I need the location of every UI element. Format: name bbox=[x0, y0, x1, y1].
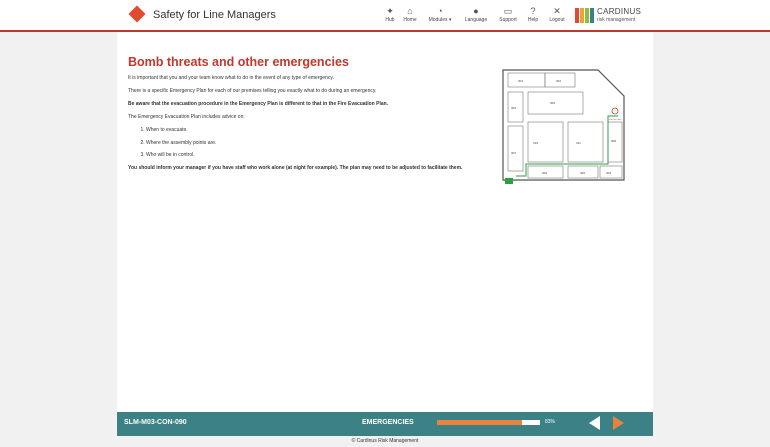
list-item: 1. When to evacuate. bbox=[146, 127, 473, 133]
advice-list bbox=[128, 127, 473, 158]
page-code: SLM-M03-CON-090 bbox=[124, 419, 187, 426]
close-icon: ✕ bbox=[553, 6, 561, 16]
copyright: © Cardinus Risk Management bbox=[351, 438, 419, 444]
brand-name: CARDINUS bbox=[597, 7, 642, 16]
nav-label: Hub bbox=[385, 17, 395, 23]
section-title: EMERGENCIES bbox=[362, 419, 414, 426]
page-title: Bomb threats and other emergencies bbox=[128, 55, 349, 69]
list-item: 2. Where the assembly points are. bbox=[146, 140, 473, 146]
list-item: 3. Who will be in control. bbox=[146, 152, 473, 158]
next-arrow-icon[interactable] bbox=[613, 416, 624, 430]
footer-bar bbox=[117, 412, 653, 436]
room-label: 304 bbox=[606, 171, 612, 175]
nav-modules[interactable] bbox=[425, 6, 455, 24]
you-are-here-marker bbox=[609, 108, 622, 121]
room-label: 310 bbox=[533, 141, 539, 145]
paragraph: The Emergency Evacuation Plan includes advice on: bbox=[128, 114, 245, 120]
nav-language[interactable] bbox=[461, 6, 491, 24]
app-title: Safety for Line Managers bbox=[153, 9, 276, 21]
paragraph: There is a specific Emergency Plan for each of our premises telling you exactly what to do during an emergency. bbox=[128, 88, 377, 94]
room-label: 306 bbox=[550, 101, 556, 105]
globe-icon: ● bbox=[473, 6, 479, 16]
room-label: 307 bbox=[511, 151, 517, 155]
warning-paragraph: Be aware that the evacuation procedure in the Emergency Plan is different to that in the Fire Evacuation Plan. bbox=[128, 101, 389, 107]
paragraph: It is important that you and your team know what to do in the event of any type of emergency. bbox=[128, 75, 334, 81]
app-logo-icon bbox=[129, 6, 146, 23]
previous-arrow-icon[interactable] bbox=[589, 416, 600, 430]
brand-subtitle: risk management bbox=[597, 17, 636, 23]
marker-label: You are here bbox=[609, 119, 622, 121]
nav-label: Language bbox=[464, 17, 488, 23]
brand-logo bbox=[575, 6, 650, 26]
nav-label: Home bbox=[403, 17, 417, 23]
progress-fill bbox=[437, 420, 522, 425]
nav-label: Modules ▾ bbox=[428, 17, 452, 23]
nav-label: Support bbox=[499, 17, 517, 23]
nav-logout[interactable] bbox=[542, 6, 572, 24]
room-label: 305 bbox=[580, 171, 586, 175]
nav-label: Logout bbox=[549, 17, 565, 23]
room-label: 309 bbox=[542, 171, 548, 175]
room-label: 311 bbox=[576, 141, 581, 145]
top-bar bbox=[0, 0, 770, 32]
modules-icon: ◔ bbox=[437, 6, 443, 16]
progress-bar bbox=[437, 420, 540, 425]
progress-percent: 83% bbox=[545, 419, 556, 425]
help-icon: ? bbox=[530, 6, 536, 16]
nav-label: Help bbox=[527, 17, 539, 23]
room-label: 302 bbox=[556, 79, 562, 83]
room-label: 301 bbox=[518, 79, 524, 83]
evacuation-floor-plan bbox=[498, 56, 633, 188]
assembly-point-icon bbox=[505, 178, 513, 184]
chat-icon: ▭ bbox=[503, 6, 513, 16]
room-label: 303 bbox=[511, 106, 517, 110]
room-label: 308 bbox=[611, 139, 617, 143]
content-panel bbox=[117, 32, 653, 412]
home-icon: ⌂ bbox=[407, 6, 413, 16]
lone-worker-paragraph: You should inform your manager if you have staff who work alone (at night for example). The plan may need to be adjusted to facilitate them. bbox=[128, 164, 463, 171]
nav-home[interactable] bbox=[395, 6, 425, 24]
page-body bbox=[128, 75, 473, 178]
hub-icon: ✦ bbox=[386, 6, 394, 16]
